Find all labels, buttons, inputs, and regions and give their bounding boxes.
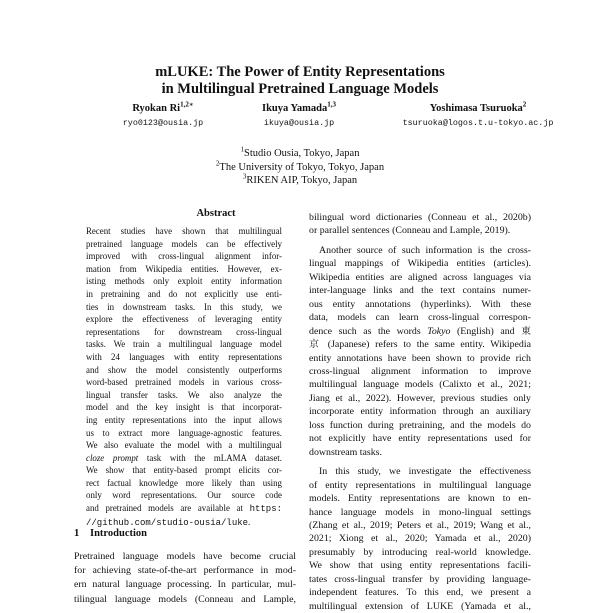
author-name: Yoshimasa Tsuruoka (429, 103, 523, 114)
right-column (309, 211, 531, 613)
author-1 (88, 100, 238, 128)
right-line: not explicitly have entity representations used for (309, 433, 531, 445)
right-line: ous entity annotations (hyperlinks). With these (309, 298, 531, 310)
abstract-line: pretrained language models can be effectively (86, 238, 282, 249)
intro-line: for achieving state-of-the-art performance in mod- (74, 565, 296, 577)
section-number: 1 (74, 528, 80, 539)
affil-text: The University of Tokyo, Tokyo, Japan (219, 161, 385, 173)
right-line: bilingual word dictionaries (Conneau et al., 2020b) (309, 212, 531, 223)
paper-title (0, 64, 600, 98)
right-line: inter-language links and the text contains numer- (309, 285, 531, 297)
section-title: Introduction (90, 528, 147, 539)
author-email: tsuruoka@logos.t.u-tokyo.ac.jp (402, 118, 554, 128)
abstract-line: improved with cross-lingual alignment infor- (86, 251, 282, 262)
author-affil-marker: 1,3 (327, 100, 336, 109)
abstract-line: representations for downstream cross-lingual (86, 326, 282, 337)
intro-line: tilingual language models (Conneau and Lample, (74, 593, 296, 605)
abstract-line: cloze prompt task with the mLAMA dataset. (86, 452, 282, 463)
abstract-line: rect factual knowledge more likely than using (86, 477, 282, 488)
right-line: incorporate entity information through an auxiliary (309, 406, 531, 418)
intro-paragraph (74, 550, 296, 607)
abstract-line: We also evaluate the model with a multilingual (86, 440, 282, 451)
right-line: downstream tasks. (309, 446, 382, 458)
abstract-line: word-based pretrained models in various cross- (86, 377, 282, 388)
right-line: We show that using entity representations facili- (309, 560, 531, 572)
affil-marker: 3 (242, 172, 247, 181)
abstract-line: us to extract more language-agnostic features. (86, 427, 282, 438)
author-affil-marker: 2 (522, 100, 527, 109)
abstract-line: We show that entity-based prompt elicits cor- (86, 465, 282, 476)
abstract-line: explore the effectiveness of leveraging entity (86, 314, 282, 325)
right-line: lingual mappings of Wikipedia entities (articles). (309, 258, 531, 270)
abstract-line: and pretrained models are available at https: (86, 503, 282, 515)
abstract-line: ing entity representations into the input allows (86, 414, 282, 425)
right-line: 京 (Japanese) refers to the same entity. Wikipedia (309, 339, 531, 351)
right-line: tates cross-lingual transfer by providing language- (309, 573, 531, 585)
affiliations (0, 147, 600, 188)
abstract-line: only word representations. Our source code (86, 490, 282, 501)
right-line: loss function during pretraining, and the models do (309, 419, 531, 431)
affiliation (0, 147, 600, 161)
right-line: of entity representations in multilingual language (309, 479, 531, 491)
right-line: dence such as the words Tokyo (English) and 東 (309, 325, 531, 337)
abstract-line: tasks. We train a multilingual language model (86, 339, 282, 350)
author-name: Ryokan Ri (132, 103, 181, 114)
title-line-2: in Multilingual Pretrained Language Models (161, 81, 439, 97)
abstract-heading: Abstract (196, 208, 236, 219)
right-line: data, models can learn cross-lingual correspon- (309, 312, 531, 324)
abstract-line: ties in downstream tasks. In this study, we (86, 301, 282, 312)
right-line: In this study, we investigate the effectiveness (319, 466, 531, 478)
abstract-line: in pretraining and do not explicitly use enti- (86, 288, 282, 299)
right-line: hance language models in mono-lingual settings (309, 506, 531, 518)
intro-line: ern natural language processing. In particular, mul- (74, 579, 296, 591)
abstract-line: //github.com/studio-ousia/luke. (86, 516, 251, 528)
right-line: or parallel sentences (Conneau and Lample, 2019). (309, 225, 511, 237)
author-email: ryo0123@ousia.jp (122, 118, 204, 128)
right-line: entity annotations have been shown to provide rich (309, 352, 531, 364)
author-name: Ikuya Yamada (261, 103, 328, 114)
abstract-line: lingual transfer tasks. We also analyze the (86, 389, 282, 400)
abstract-line: model and the key insight is that incorporat- (86, 402, 282, 413)
author-3 (378, 100, 578, 128)
right-line: Another source of such information is the cross- (319, 244, 531, 256)
right-line: Wikipedia entities are aligned across languages via (309, 271, 531, 283)
affil-marker: 2 (215, 159, 220, 167)
affiliation (0, 161, 600, 175)
section-heading (74, 528, 147, 539)
right-line: independent features. To this end, we present a (309, 587, 531, 599)
abstract-line: isting methods only exploit entity information (86, 276, 282, 287)
affil-text: RIKEN AIP, Tokyo, Japan (246, 175, 358, 186)
right-line: models. Entity representations are known to en- (309, 493, 531, 505)
abstract-line: with 24 languages with entity representations (86, 351, 282, 362)
abstract-line: Recent studies have shown that multilingual (86, 226, 282, 236)
author-2 (224, 100, 374, 128)
affil-marker: 1 (240, 145, 245, 154)
right-line: Jiang et al., 2022). However, previous studies only (309, 392, 531, 404)
abstract-line: mation from Wikipedia entities. However, ex- (86, 263, 282, 274)
affil-text: Studio Ousia, Tokyo, Japan (244, 148, 360, 159)
author-email: ikuya@ousia.jp (263, 118, 335, 128)
intro-line: Pretrained language models have become crucial (74, 551, 296, 562)
author-affil-marker: 1,2∗ (180, 100, 194, 109)
right-line: presumably by introducing real-world knowledge. (309, 546, 531, 558)
title-line-1: mLUKE: The Power of Entity Representations (155, 64, 445, 80)
right-line: (Zhang et al., 2019; Peters et al., 2019; Wang et al., (309, 519, 531, 531)
abstract-line: and show the model consistently outperforms (86, 364, 282, 375)
right-line: multilingual language models (Calixto et al., 2021; (309, 379, 531, 391)
right-line: 2021; Xiong et al., 2020; Yamada et al., 2020) (309, 533, 531, 545)
abstract-body (86, 225, 282, 529)
right-line: cross-lingual alignment information to improve (309, 365, 531, 377)
right-line: multilingual extension of LUKE (Yamada et al., (309, 600, 531, 612)
affiliation (0, 174, 600, 188)
